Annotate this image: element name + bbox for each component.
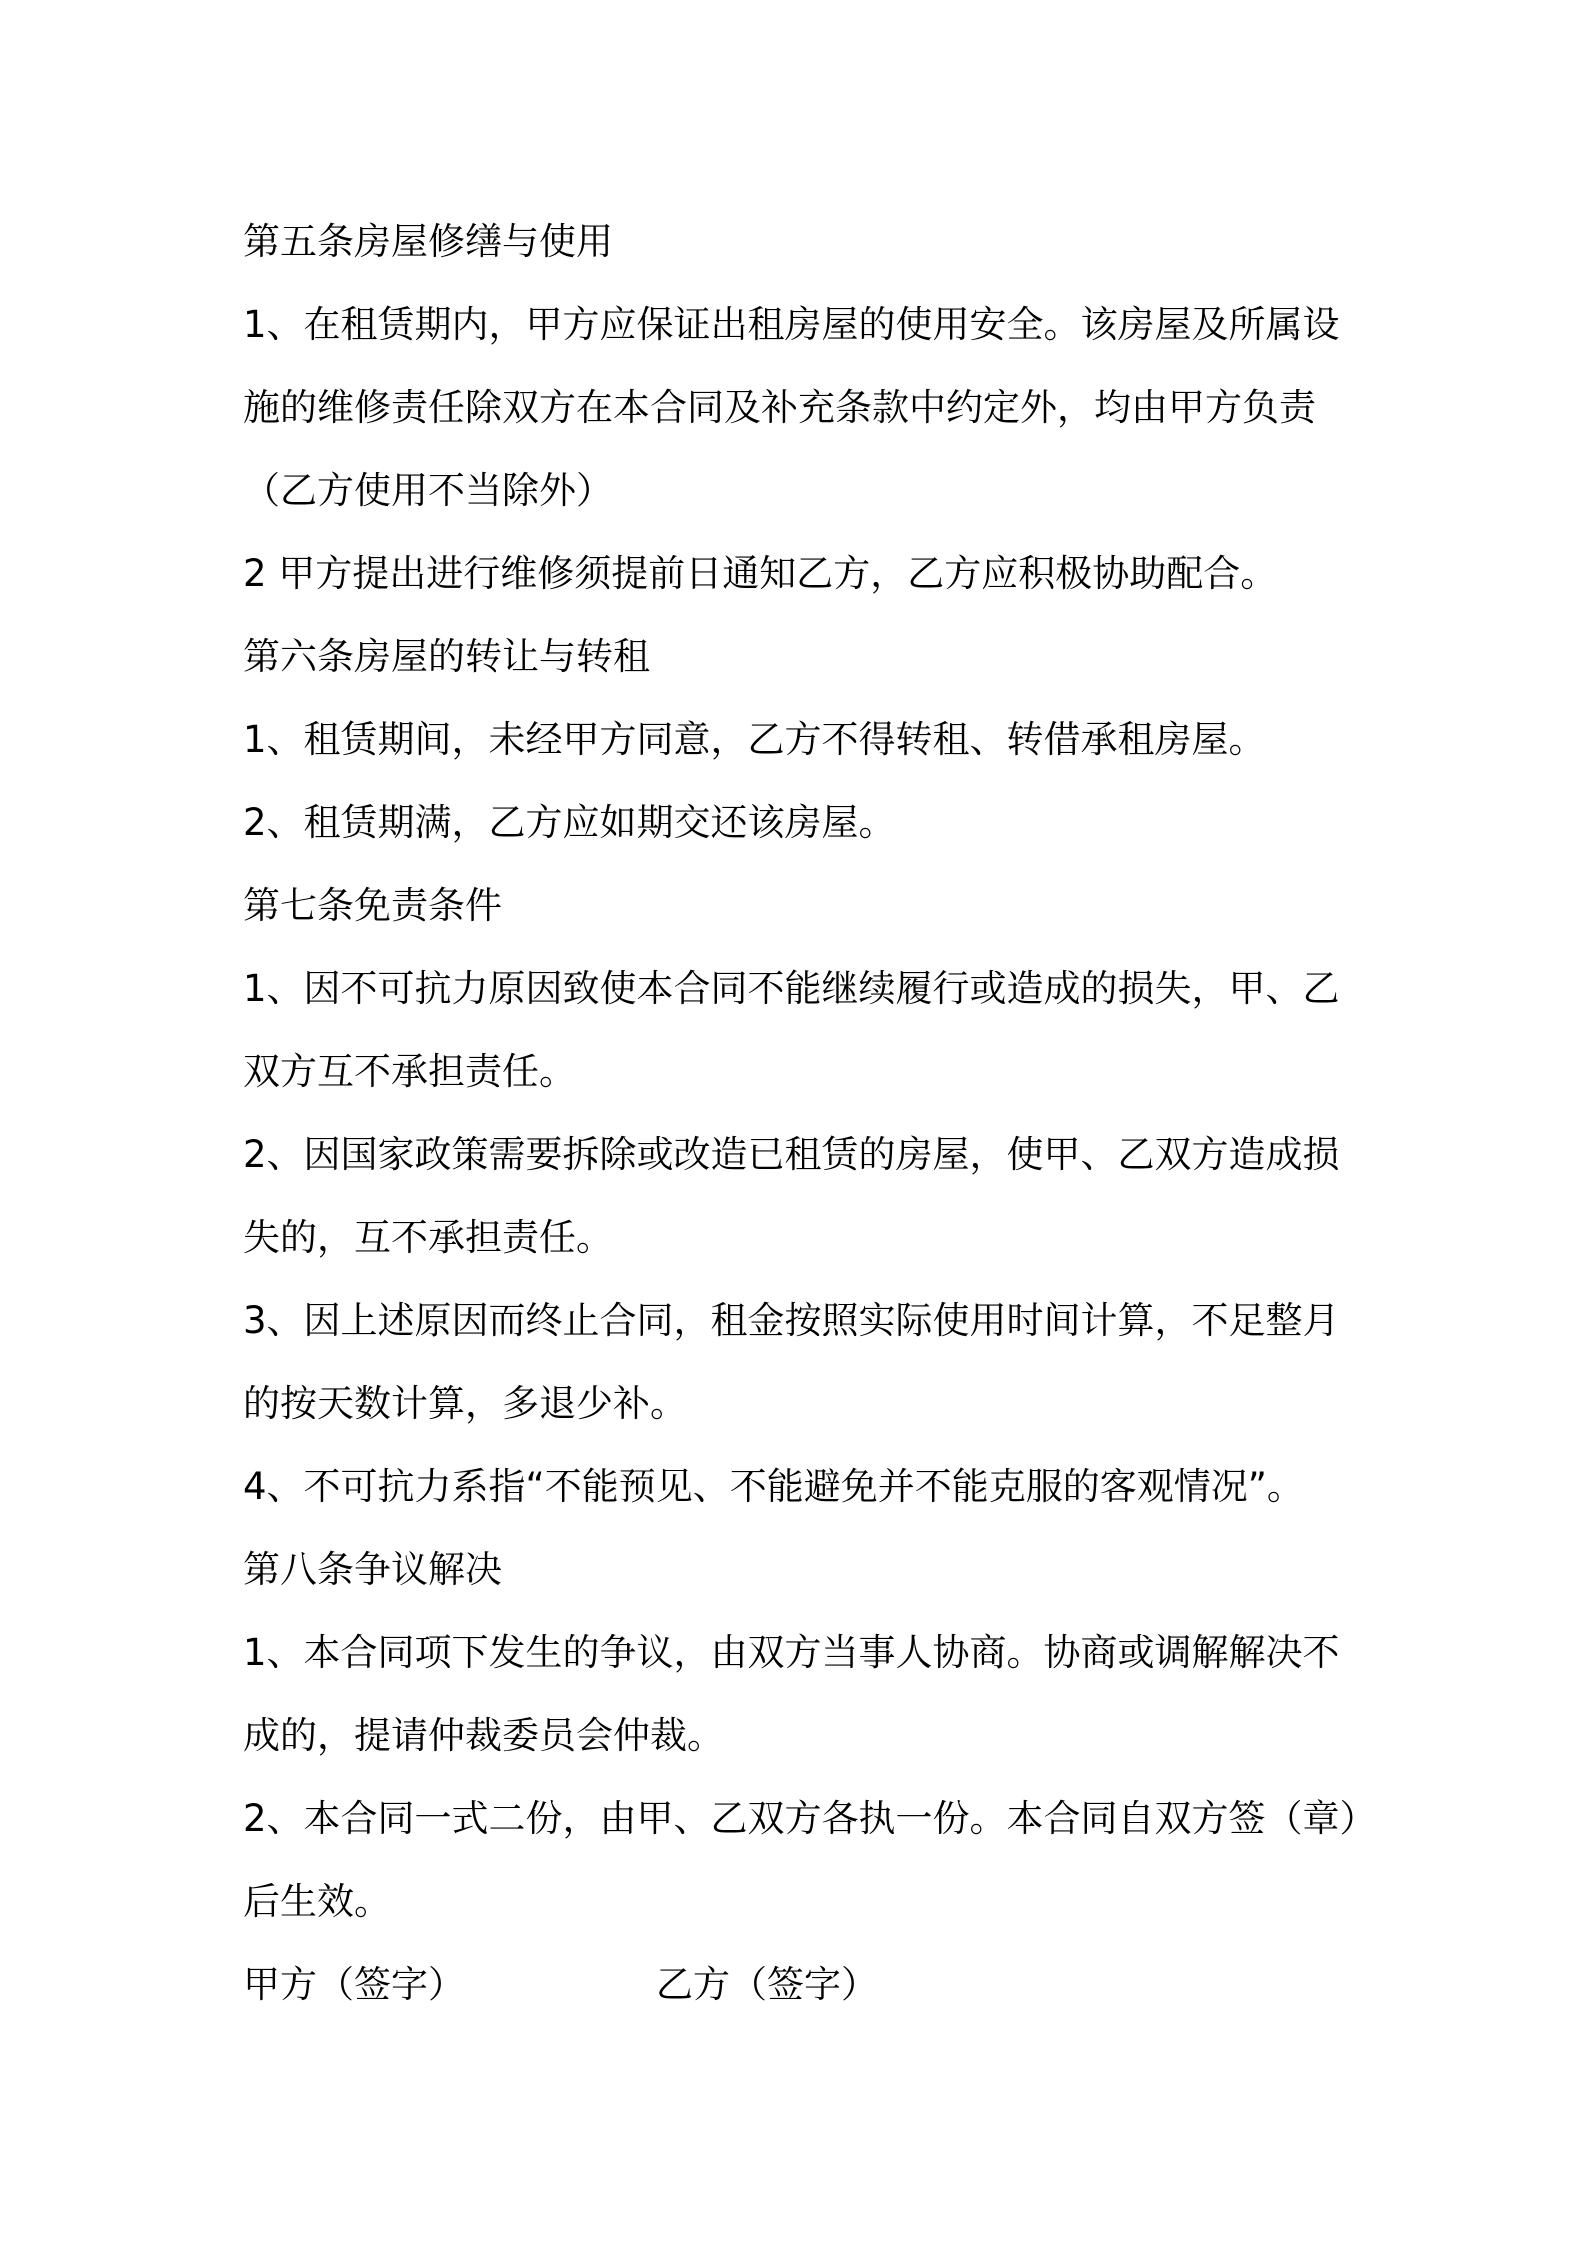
- paragraph-line: 成的，提请仲裁委员会仲裁。: [243, 1714, 724, 1757]
- paragraph-line: 施的维修责任除双方在本合同及补充条款中约定外，均由甲方负责: [243, 386, 1316, 429]
- paragraph-line: 2 甲方提出进行维修须提前日通知乙方，乙方应积极协助配合。: [243, 552, 1278, 595]
- paragraph-line: 1、本合同项下发生的争议，由双方当事人协商。协商或调解解决不: [243, 1631, 1340, 1674]
- contract-text: [243, 200, 1377, 2026]
- paragraph-line: 后生效。: [243, 1880, 391, 1923]
- paragraph-line: 4、不可抗力系指“不能预见、不能避免并不能克服的客观情况”。: [243, 1465, 1304, 1508]
- section-heading-7: 第七条免责条件: [243, 884, 502, 927]
- paragraph-line: 3、因上述原因而终止合同，租金按照实际使用时间计算，不足整月: [243, 1299, 1340, 1342]
- paragraph-line: 1、因不可抗力原因致使本合同不能继续履行或造成的损失，甲、乙: [243, 967, 1340, 1010]
- section-heading-8: 第八条争议解决: [243, 1548, 502, 1591]
- paragraph-line: 失的，互不承担责任。: [243, 1216, 613, 1259]
- paragraph-line: 2、租赁期满，乙方应如期交还该房屋。: [243, 801, 896, 844]
- paragraph-line: （乙方使用不当除外）: [243, 469, 613, 512]
- section-heading-6: 第六条房屋的转让与转租: [243, 635, 650, 678]
- party-a-signature-label: 甲方（签字）: [243, 1963, 465, 2006]
- paragraph-line: 2、因国家政策需要拆除或改造已租赁的房屋，使甲、乙双方造成损: [243, 1133, 1340, 1176]
- section-heading-5: 第五条房屋修缮与使用: [243, 220, 613, 263]
- paragraph-line: 2、本合同一式二份，由甲、乙双方各执一份。本合同自双方签（章）: [243, 1797, 1377, 1840]
- paragraph-line: 的按天数计算，多退少补。: [243, 1382, 687, 1425]
- signature-row: [243, 1943, 1373, 2026]
- paragraph-line: 双方互不承担责任。: [243, 1050, 576, 1093]
- paragraph-line: 1、租赁期间，未经甲方同意，乙方不得转租、转借承租房屋。: [243, 718, 1266, 761]
- paragraph-line: 1、在租赁期内，甲方应保证出租房屋的使用安全。该房屋及所属设: [243, 303, 1340, 346]
- party-b-signature-label: 乙方（签字）: [656, 1963, 878, 2006]
